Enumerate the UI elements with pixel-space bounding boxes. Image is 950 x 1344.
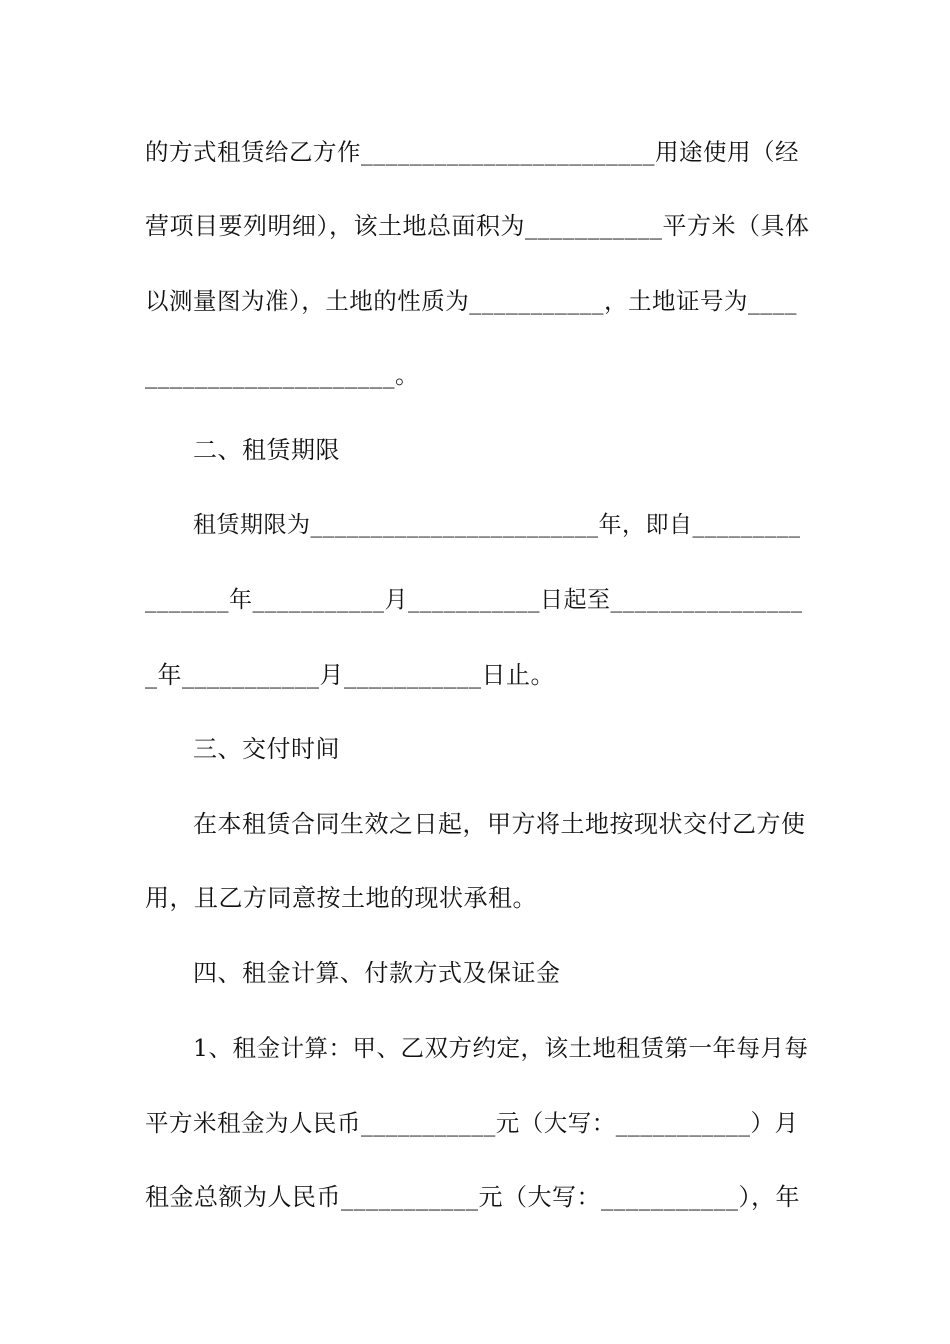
paragraph-line: ____________________。 — [145, 361, 420, 389]
paragraph-line: _年___________月___________日止。 — [145, 661, 555, 689]
section-heading: 四、租金计算、付款方式及保证金 — [193, 959, 561, 987]
section-heading: 三、交付时间 — [193, 735, 340, 763]
paragraph-line: _______年___________月___________日起至________________ — [145, 587, 803, 613]
paragraph-line: 以测量图为准），土地的性质为___________，土地证号为____ — [145, 287, 797, 315]
paragraph-line: 的方式租赁给乙方作________________________用途使用（经 — [145, 138, 799, 166]
paragraph-line: 营项目要列明细），该土地总面积为___________平方米（具体 — [145, 212, 810, 240]
paragraph-line: 1、租金计算：甲、乙双方约定，该土地租赁第一年每月每 — [193, 1034, 809, 1062]
paragraph-line: 平方米租金为人民币___________元（大写：___________）月 — [145, 1109, 799, 1137]
paragraph-line: 租赁期限为________________________年，即自_________ — [193, 512, 801, 538]
paragraph-line: 租金总额为人民币___________元（大写：___________），年 — [145, 1183, 800, 1211]
paragraph-line: 用，且乙方同意按土地的现状承租。 — [145, 884, 537, 912]
paragraph-line: 在本租赁合同生效之日起，甲方将土地按现状交付乙方使 — [193, 810, 806, 838]
section-heading: 二、租赁期限 — [193, 436, 340, 464]
